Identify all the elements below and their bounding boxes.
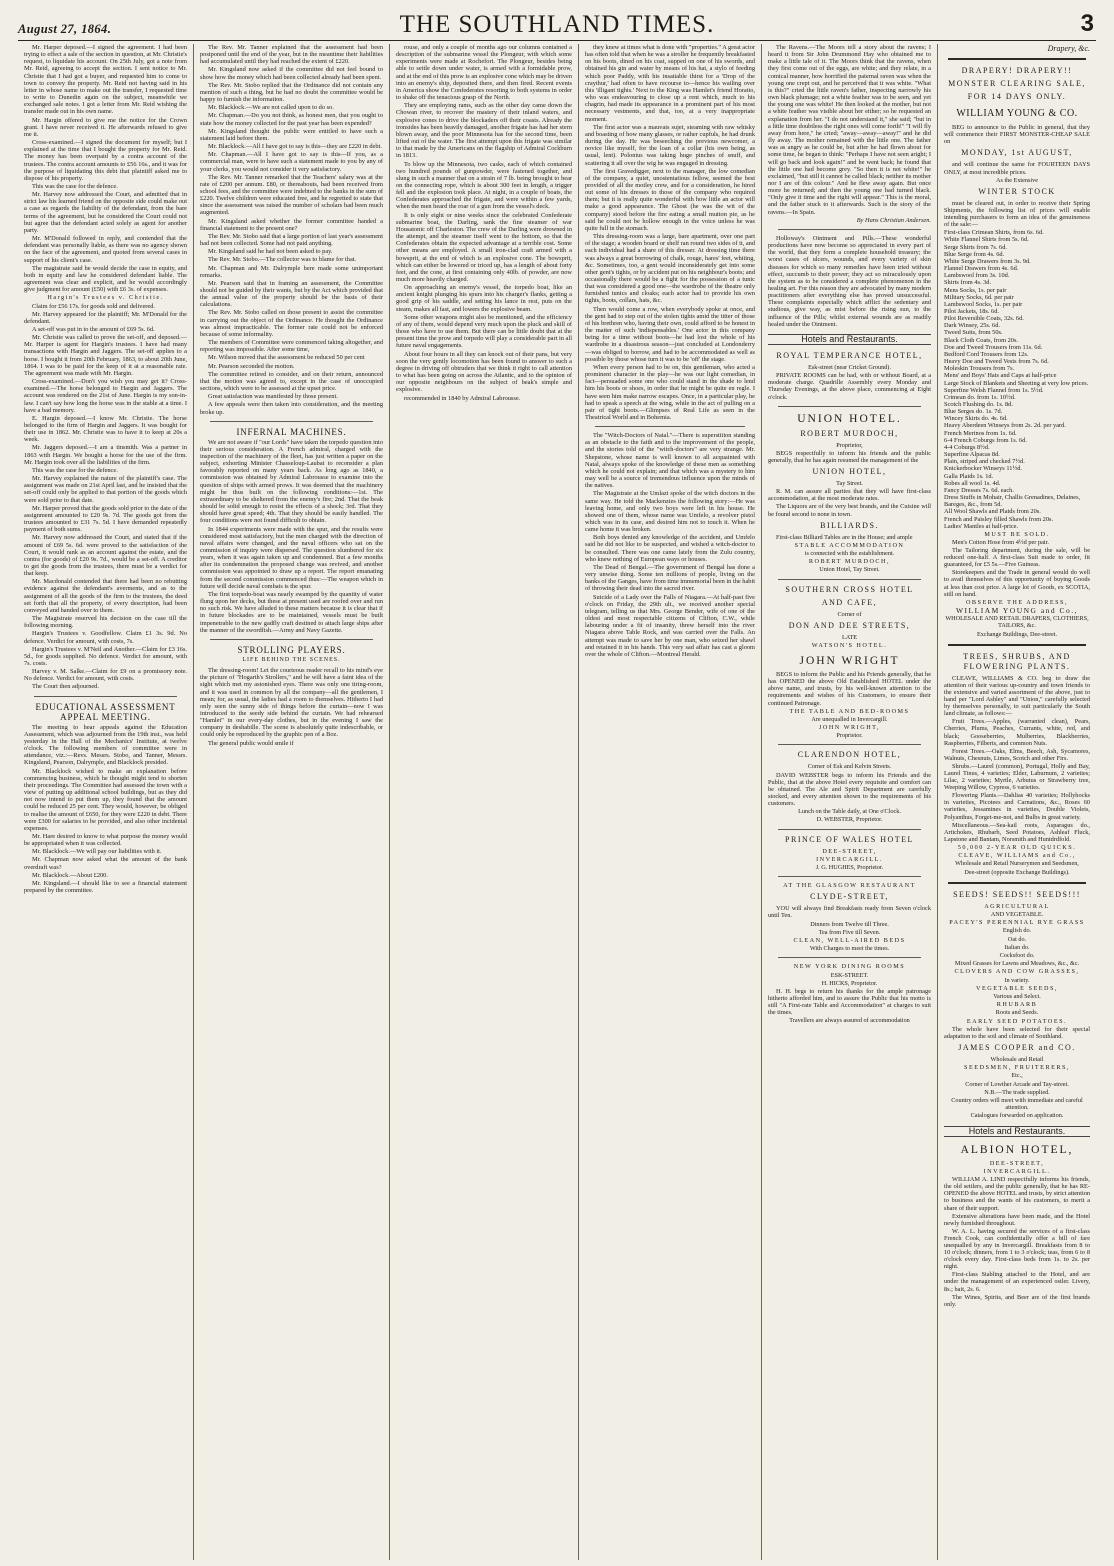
ad-title: AT THE GLASGOW RESTAURANT	[783, 882, 916, 890]
article-heading: EDUCATIONAL ASSESSMENT APPEAL MEETING.	[35, 701, 176, 722]
paragraph: We are not aware if "our Lords" have taken the torpedo question into their serious consideration. A French admiral, charged with the inspection of the machinery of the fleet, has just written a paper on the subject, exhorting Minister Chasseloup-Laubat to reconsider a plan favorably reported on many years back. As long ago as 1840, a commission was obtained by Admiral Labrousse to examine into the question of ships with armed prows. It was deemed that the machinery might be thus built on the following conditions:—1st. The extraordinary to be sheltered from the enemy's fire; 2nd. That the beak should be solid enough to resist the effects of a shock; 3rd. That they should have great speed; 4th. That they should be easily handled. The four conditions were not found difficult to obtain.	[200, 438, 383, 525]
paragraph: Mr. Kingsland.—I should like to see a financial statement prepared by the committee.	[24, 879, 187, 895]
paragraph: The Court then adjourned.	[32, 683, 99, 691]
price-item: Flannel Drawers from 4s. 6d.	[944, 265, 1019, 273]
ad-signature: J. G. HUGHES, Proprietor.	[815, 863, 884, 871]
divider	[948, 882, 1086, 884]
paragraph: Claim for £56 17s. for goods sold and delivered.	[32, 302, 155, 310]
paragraph: Mr. Pearson seconded the motion.	[208, 362, 295, 370]
paragraph: Mr. Kingsland thought the public were entitled to have such a statement laid before them.	[200, 127, 383, 142]
ad-body: Forest Trees.—Oaks, Elms, Beech, Ash, Sycamores, Walnuts, Chesnuts, Limes, Scotch and other Firs.	[944, 747, 1090, 762]
ad-title: TREES, SHRUBS, AND FLOWERING PLANTS.	[963, 651, 1071, 671]
price-item: Knickerbocker Winseys 11½d.	[944, 465, 1022, 473]
newspaper-title: THE SOUTHLAND TIMES.	[399, 11, 715, 38]
paragraph: Mr. Harvey appeared for the plaintiff; Mr. M'Donald for the defendant.	[24, 310, 187, 325]
paragraph: Mr. Wilson moved that the assessment be reduced 50 per cent	[208, 354, 365, 362]
issue-date: August 27, 1864.	[18, 22, 112, 36]
paragraph: To blow up the Minnesota, two casks, each of which contained two hundred pounds of gunpowder, were fastened together, and slung in such a manner that on a strain of 7 lb. being brought to bear on the connecting rope, which is about 300 feet in length, a trigger fell and the explosion took place. At night, in a couple of boats, the Confederates approached the frigate, and were within a few yards, when the men heard the roar of a gun from the vessel's deck.	[396, 160, 572, 211]
column-2	[193, 44, 389, 1560]
ad-address: DEE-STREET,	[989, 1159, 1045, 1167]
price-item: Dark Winsey, 25s. 6d.	[944, 322, 1000, 330]
section-label: Drapery, &c.	[1047, 44, 1090, 53]
ad-seeds	[944, 890, 1090, 1120]
paragraph: This was the case for the defence.	[32, 466, 118, 474]
paragraph: The dressing-room! Let the courteous reader recall to his mind's eye the picture of "Hogarth's Strollers," and he will have a faint idea of the sight which met my astonished eyes. There was only one tiring-room, and it was used in common by all the company—all the gentlemen, I mean; for, as usual, the ladies had a room to themselves. Hitherto I had only seen the sunny side of things before the curtain—now I was introduced to the seedy side behind the curtain. We had rehearsed "Hamlet" in our every-day clothes, but in the evening I saw the company in deshabille. The scene is absolutely quite indescribable, or could only be reproduced by the graphic pen of a Boz.	[200, 667, 383, 739]
paragraph: The first actor was a mauvais sujet, steaming with raw whisky and boasting of how many glasses, or rather cupfuls, he had drunk during the day. He was beseeching the previous newcomer, a novice like myself, for the loan of a collar (his own being, as usual, lent). Polonius was taking huge pinches of snuff, and scattering it all over the wig he was engaged in dressing.	[585, 123, 755, 167]
paragraph: When every person had to be on, this gentleman, who acted a prominent character in the play—he was our light comedian, in fact—persuaded some one who could stand in the shade to lend him his boots or shoes, in order that he might be quite en regle. I have seen him make narrow escapes. Once, in a particular play, he had to speak a speech at the wing, while in the act of pulling on a pair of tight boots.—Glimpses of Real Life as seen in the Theatrical World and in Bohemia.	[585, 363, 755, 421]
ad-signature: H. HICKS, Proprietor.	[821, 979, 878, 987]
ad-text: Tea from Five till Seven.	[818, 928, 881, 936]
divider	[778, 579, 921, 580]
ad-text: Oat do.	[1007, 935, 1027, 943]
page-number: 3	[1080, 10, 1094, 37]
ad-text: Mixed Grasses for Lawns and Meadows, &c., &c.	[954, 960, 1080, 968]
ad-body: Men's Cotton Hose from 4½d per pair.	[952, 539, 1049, 547]
price-item: 6-4 French Coburgs from 1s. 6d.	[944, 436, 1027, 444]
ad-trees-shrubs	[944, 652, 1090, 876]
price-item: Bedford Cord Trousers from 12s.	[944, 350, 1029, 358]
ad-text: As the Extensive	[996, 176, 1038, 184]
paragraph: Cross-examined.—I signed the document for myself; but I explained at the time that I bought the property for Mr. Reid. The money has been overpaid by a contra account of the trustees. The contra account amounts to £56 16s., and it was for the purpose of liquidating this debt that plaintiff asked me to dispose of his property.	[24, 139, 187, 182]
ad-body: and will continue the same for FOURTEEN DAYS ONLY, at most incredible prices.	[944, 161, 1090, 176]
paragraph: Both boys denied any knowledge of the accident, and Umfelo said he did not like to be suspected, and wished a witch-doctor to be consulted. There was one came lately from the Zulu country, who knew nothing of European ways or houses.	[585, 534, 755, 563]
column-4	[578, 44, 761, 1560]
ad-subtitle: MUST BE SOLD.	[984, 530, 1050, 538]
ad-body: Miscellaneous.—Sea-kail roots, Asparagus do., Artichokes, Rhubarb, Seed Potatoes, Ashleaf Fluck, Lapstone and Bantam, Norsmith and Huntdrdfold.	[944, 821, 1090, 843]
ad-address: DEE-STREET,	[822, 847, 877, 855]
ad-body: BEGS respectfully to inform his friends and the public generally, that he has again resumed the management of the	[768, 449, 931, 464]
paragraph: Mr. Blacklock.—We will pay our liabilities with it.	[32, 848, 162, 856]
ad-body: WILLIAM A. LIND respectfully informs his friends, the old settlers, and the public generally, that he has RE-OPENED the above HOTEL and trusts, by strict attention to business and the wants of his customers, to merit a share of their support.	[944, 1176, 1090, 1212]
paragraph: The members of Committee were commenced taking altogether, and reporting was impossible. After some time,	[200, 339, 383, 354]
ad-royal-temperance-hotel	[768, 351, 931, 401]
paragraph: Mr. Chapman.—Do you not think, as honest men, that you ought to state how the money collected for the past year has been expended?	[200, 112, 383, 127]
section-heading: Hotels and Restaurants.	[768, 334, 931, 345]
ad-title: UNION HOTEL.	[797, 412, 902, 425]
paragraph: Hargin's Trustees v. Goodfellow. Claim £1 3s. 9d. No defence. Verdict for amount, with costs, 7s.	[24, 630, 187, 645]
paragraph: The Magistrate at the Umlazi spoke of the witch doctors in the same way. He told the Mackenzies the following story:—He was leaving home, and only two boys were left in his house. He showed one of them, whose name was Umfelo, a revolver pistol which was in its case, and desired him not to touch it. When he came home it was broken.	[585, 490, 755, 534]
price-item: Crimean do. from 1s. 10½d.	[944, 393, 1016, 401]
ad-text: N.B.—The trade supplied.	[984, 1088, 1050, 1096]
paragraph: A few appeals were then taken into consideration, and the meeting broke up.	[200, 401, 383, 416]
paragraph: they knew at times what is done with "properties." A great actor has often told that when he was a stroller he frequently breakfasted on his boots, dined on his coat, supped on one of his swords, and obtained his gin and water by means of his hat, a stylo of feeding which poor Paddy, with his insatiable thirst for a 'Drop of the craythur,' had often to have recourse to—hence his wailing over this 'illigant tights.' Next to the King was Hamlet's friend Horatio, who was endeavouring to close up a rent which, much to his chagrin, had made its appearance in a prominent part of his most necessary vestments, and that, too, at a very inappropriate moment.	[585, 44, 755, 123]
article-heading: INFERNAL MACHINES.	[236, 426, 347, 437]
ad-proprietor: ROBERT MURDOCH,	[800, 428, 899, 438]
ad-subtitle: FOR 14 DAYS ONLY.	[967, 92, 1067, 102]
price-item: Ladies' Mantles at half-price.	[944, 522, 1019, 530]
ad-body: BEG to announce to the Public in general, that they will commence their FIRST MONSTER-CHEAP SALE on	[944, 124, 1090, 146]
ad-subtitle: AND VEGETABLE.	[990, 910, 1044, 918]
paragraph: Great satisfaction was manifested by those present.	[208, 393, 338, 401]
ad-title: DRAPERY! DRAPERY!!	[961, 66, 1073, 76]
ad-title: MONSTER CLEARING SALE,	[948, 79, 1086, 89]
ad-albion-hotel	[944, 1143, 1090, 1308]
price-item: Lambswool from 3s. 10d.	[944, 272, 1010, 280]
ad-title: JOHN WRIGHT	[799, 655, 900, 668]
paragraph: Some other weapons might also be mentioned, and the efficiency of any of them, would depend very much upon the pluck and skill of those who have to use them. But there can be little doubt that at the present time the prow and torpedo will play a considerable part in all future naval engagements.	[396, 313, 572, 350]
paragraph: The magistrate said he would decide the case in equity, and both in equity and law he considered defendant liable. The agreement was clear and explicit, and he would accordingly give judgment for amount (£50) with £6 3s. of expenses.	[24, 264, 187, 294]
paragraph: On approaching an enemy's vessel, the torpedo boat, like an ancient knight plunging his spurs into his charger's flanks, getting a good grip of his saddle, and setting his lance in rest, puts on the steam, makes all fast, and lowers the explosive beam.	[396, 284, 572, 313]
paragraph: It is only eight or nine weeks since the celebrated Confederate submarine boat, the Darling, sank the fine steamer of war Housatonic off Charleston. The crew of the Darling were drowned in the attempt, and the steamer itself went to the bottom, so that the Confederates obtain the expected advantage at a terrible cost. Some other means are employed. A small iron-clad craft armed with a bowsprit, at the end of which is an explosive cone. The bowsprit, which can either be lowered or triced up, has a length of about forty feet, and the cone, at first containing only 40lb. of powder, are now much more heavily charged.	[396, 211, 572, 283]
ad-title: JAMES COOPER and CO.	[958, 1042, 1076, 1052]
ad-address: Exchange Buildings, Dee-street.	[976, 630, 1058, 638]
ad-title: DON AND DEE STREETS,	[788, 620, 911, 630]
price-item: Serge Shirts from 7s. 6d.	[944, 243, 1007, 251]
price-item: White Serge Drawers from 3s. 9d.	[944, 257, 1031, 265]
price-item: Shirts from 4s. 3d.	[944, 279, 992, 287]
paragraph: Suicide of a Lady over the Falls of Niagara.—At half-past five o'clock on Friday, the 29th ult., we received another special telegram, telling us that Mrs. George Bender, wife of one of the oldest and most respectable citizens of Clifton, C.W., while labouring under a fit of insanity, threw herself into the river Niagara above Table Rock, and was carried over the Falls. An attempt was made to save her by one man, who seized her shawl and retained it in his hands. This very sad affair has cast a gloom over the whole of Clifton.—Montreal Herald.	[585, 593, 755, 658]
price-item: Scotch Flushing do. 1s. 8d.	[944, 401, 1013, 408]
price-item: 4-4 Coburgs 8½d.	[944, 443, 990, 451]
ad-text: Travellers are always assured of accommodation	[789, 1017, 910, 1025]
ad-title: SEEDS! SEEDS!! SEEDS!!!	[953, 889, 1081, 899]
paragraph: The Rev. Mr. Stobo replied that the Ordinance did not contain any mention of such a thing, but he had no doubt the committee would be happy to furnish the information.	[200, 81, 383, 104]
divider	[210, 421, 373, 422]
paragraph: Hargin's Trustees v. M'Neil and Another.—Claim for £3 16s. 5d., for goods supplied. No defence. Verdict for amount, with 7s. costs.	[24, 645, 187, 668]
ad-signature-title: Proprietor.	[836, 732, 863, 740]
ad-body: R. M. can assure all parties that they will have first-class accommodation, at the most moderate rates.	[768, 488, 931, 503]
price-item: Galla Plaids 1s. 1d.	[944, 472, 994, 480]
ad-clarendon-hotel	[768, 750, 931, 823]
ad-body: PRIVATE ROOMS can be had, with or without Board, at a moderate charge. Quadrille Assembly every Monday and Thursday Evenings, at the above place, commencing at Eight o'clock.	[768, 372, 931, 401]
paragraph: Mr. Blacklock.—All I have got to say is this—they are £220 in debt.	[208, 143, 382, 151]
ad-body: Flowering Plants.—Dahlias 40 varieties; Hollyhocks in varieties, Picotees and Carnations, &c., Roses 60 varieties, Jessamines in varieties, Double Violets, Polyanthus, Forget-me-not, and Bulbs in great variety.	[944, 792, 1090, 821]
price-item: White Flannel Shirts from 5s. 6d.	[944, 236, 1029, 244]
ad-text: English do.	[1002, 927, 1032, 935]
paragraph: Mr. Harvey now addressed the Court, and admitted that in strict law his learned friend on the opposite side could make out a case as regards the liability of the defendant, from the bare terms of the agreement, but he considered the Court could not but agree that the defendant acted solely as agent for another party.	[24, 191, 187, 234]
ad-text: Wholesale and Retail	[990, 1055, 1044, 1063]
paragraph: Cross-examined.—Don't you wish you may get it? Cross-examined.—The horse belonged to Hargin and Jaggers. The account was rendered on the 21st of June. Hargin is my son-in-law. I can't say how long the horse was in the stable at a time. I have a bad memory.	[24, 378, 187, 414]
ad-address: Tay Street.	[836, 480, 863, 488]
ad-text: SEEDSMEN, FRUITERERS,	[964, 1064, 1070, 1072]
ad-subtitle: WINTER STOCK	[978, 186, 1056, 196]
ad-signature: WILLIAM YOUNG and Co.,	[955, 605, 1079, 615]
paragraph: The Rev. Mr. Stobo.—The collector was to blame for that.	[208, 256, 357, 264]
price-item: Wincey Skirts do. 4s. 6d.	[944, 415, 1008, 423]
paragraph: Mr. Chapman.—All I have got to say is this—If you, as a commercial man, were to have such a statement made to you by any of your clerks, you would not consider it very satisfactory.	[200, 151, 383, 173]
paragraph: Mr. Harvey now addressed the Court, and stated that if the amount of £69 5s. 6d. were proved to the satisfaction of the Court, it would rank as an account against the estate, and the contra (for goods) of £20 9s. 7d., would be a set-off. A creditor to get the goods from the trustees, there must be a verdict for that keep.	[24, 534, 187, 578]
price-item: First-class Crimean Shirts, from 6s. 6d.	[944, 229, 1044, 237]
ad-text: OBSERVE THE ADDRESS,	[965, 598, 1069, 606]
ad-text: LATE	[841, 633, 858, 641]
byline: By Hans Christian Andersen.	[856, 216, 931, 224]
ad-subtitle: CLEAN, WELL-AIRED BEDS	[793, 936, 906, 944]
ad-prince-of-wales-hotel	[768, 835, 931, 872]
ad-body: The Wines, Spirits, and Beer are of the first brands only.	[944, 1293, 1090, 1308]
masthead	[18, 10, 1096, 41]
ad-text: Dinners from Twelve till Three.	[810, 920, 889, 928]
price-item: Military Socks, 6d. per pair	[944, 293, 1014, 301]
ad-address: Corner of Esk and Kelvin Streets.	[807, 763, 892, 771]
divider	[595, 426, 745, 427]
ad-subtitle: RHUBARB	[996, 1001, 1038, 1009]
ad-body: YOU will always find Breakfasts ready from Seven o'clock until Ten.	[768, 905, 931, 920]
divider	[210, 639, 373, 640]
ad-body: Fruit Trees.—Apples, (warranted clean), Pears, Cherries, Plums, Peaches, Currants, white, red, and black; Gooseberries, Mulberries, Blackberries, Raspberries, Filberts, and common Nuts.	[944, 718, 1090, 747]
divider	[778, 829, 921, 830]
ad-title: SOUTHERN CROSS HOTEL	[785, 584, 914, 594]
section-heading: Hotels and Restaurants.	[944, 1126, 1090, 1137]
paragraph: Mr. Harper deposed.—I signed the agreement. I had been trying to effect a sale of the section in question, at Mr. Christie's request, to liquidate his account. On 25th July, got a note from Mr. Reid, agreeing to accept the section. I sent notice to Mr. Christie that I had got a buyer, and requested him to come to town to convey the property. Mr. Reid not having said in his letter in whose name to make out the transfer, I requested time to write to Dunedin again on the subject, meanwhile we exchanged sale notes. I got a letter from Mr. Reid wishing the transfer made out in his own name.	[24, 44, 187, 116]
paragraph: E. Hargin deposed.—I know Mr. Christie. The horse belonged to the firm of Hargin and Jaggers. It was bought for their use in 1862. Mr. Christie was to have it to keep at 20s a week.	[24, 414, 187, 444]
ad-subtitle: BILLIARDS.	[820, 520, 879, 530]
ad-title: NEW YORK DINING ROOMS	[793, 963, 906, 971]
paragraph: The general public would smile if	[208, 739, 294, 747]
ad-signature: ROBERT MURDOCH,	[808, 558, 891, 566]
ad-body: The whole have been selected for their special adaptation to the soil and climate of Southland.	[944, 1025, 1090, 1040]
paragraph: The Magistrate reserved his decision on the case till the following morning.	[24, 615, 187, 630]
ad-text: Cocksfoot do.	[999, 951, 1035, 959]
paragraph: A set-off was put in to the amount of £69 5s. 6d.	[32, 325, 155, 333]
case-title: Hargin's Trustees v. Christie.	[47, 294, 164, 302]
ad-text: Various and Select.	[993, 992, 1041, 1000]
paragraph: Mr. Hargin offered to give me the notice for the Crown grant. I have never received it. He afterwards refused to give me it.	[24, 116, 187, 138]
ad-signature: CLEAVE, WILLIAMS and Co.,	[958, 852, 1076, 860]
column-6	[937, 44, 1096, 1560]
price-item: Heavy Doe and Tweed Vests from 7s. 6d.	[944, 358, 1049, 366]
ad-text: Catalogues forwarded on application.	[970, 1112, 1064, 1120]
paragraph: This was the case for the defence.	[32, 182, 118, 190]
divider	[778, 876, 921, 877]
paragraph: Mr. Kingsland said he had not been asked to pay.	[208, 248, 333, 256]
ad-subtitle: EARLY SEED POTATOES.	[966, 1017, 1068, 1025]
paragraph: The first torpedo-boat was nearly swamped by the quantity of water flung upon her decks, but these at present used are roofed over and run no such risk. We have alluded to these matters because it is clear that if in future blockades are to be maintained, vessels must be built impenetrable to the new gadfly craft destined to attach large ships after the manner of the swordfish.—Army and Navy Gazette.	[200, 590, 383, 634]
ad-body: W. A. L. having secured the services of a first-class French Cook, can confidentially offer a bill of fare unequalled by any in Invercargill. Breakfasts from 8 to 10 o'clock; dinners, from 1 to 3 o'clock; teas, from 6 to 8 o'clock every day. First-class beds from 1s. to 2s. per night.	[944, 1227, 1090, 1271]
paragraph: The "Witch-Doctors of Natal."—There is superstition standing as an obstacle to the faith and to the improvement of the people, and the stories told of the "witch-doctors" are very strange. Mr. Shepstone, whose name is well known to all acquainted with Natal, always spoke of the knowledge of these men as something which he could not explain; and that which was a mystery to him may well be a source of tremendous influence upon the minds of the natives.	[585, 432, 755, 490]
divider	[778, 406, 921, 407]
divider	[778, 957, 921, 958]
price-item: Moleskin Trousers from 7s.	[944, 365, 1015, 373]
ad-subtitle: VEGETABLE SEEDS,	[976, 984, 1058, 992]
ad-proprietor-title: Proprietor,	[836, 441, 863, 449]
paragraph: Mr. Blacklock wished to make an explanation before commencing business, which he thought might tend to shorten their proceedings. The Committee had assessed the town with a view of putting up additional school buildings, but as they did not now intend to put them up, they found that the amount could be reduced 25 per cent. They would, however, be obliged to realise the amount of £650, for they were £220 in debt. There were £300 for salaries to be provided, and also other incidental expenses.	[24, 767, 187, 832]
ad-signature-title: WHOLESALE AND RETAIL DRAPERS, CLOTHIERS, TAILORS, &c.	[945, 615, 1089, 630]
ad-text: Corner of	[837, 610, 862, 618]
ad-signature: D. WEBSTER, Proprietor.	[816, 816, 883, 824]
ad-southern-cross-hotel	[768, 585, 931, 740]
paragraph: Mr. Macdonald contended that there had been no rebutting evidence against the defendant's averments, and as to the assignment of all the goods of the firm to the trustees, the deed set forth that all the property, of every description, had been conveyed and handed over to them.	[24, 578, 187, 614]
ad-glasgow-restaurant	[768, 882, 931, 952]
price-item: Pilot Reversible Coats, 32s. 6d.	[944, 315, 1024, 323]
ad-subtitle: THE TABLE AND BED-ROOMS	[789, 707, 910, 715]
ad-address: INVERCARGILL.	[816, 855, 883, 863]
article-heading: STROLLING PLAYERS.	[237, 644, 346, 655]
paragraph: Mr. Hare desired to know to what purpose the money would be appropriated when it was collected.	[24, 832, 187, 848]
ad-address: INVERCARGILL.	[983, 1167, 1051, 1175]
ad-address: Esk-street (near Cricket Ground).	[808, 364, 891, 372]
price-item: Blue Serge from 4s. 6d.	[944, 250, 1005, 258]
ad-body: First-class Billiard Tables are in the House; and ample	[776, 533, 913, 541]
paragraph: Mr. Pearson said that in framing an assessment, the Committee should not be guided by their wants, but by the Act which provided that the annual value of the property should be the basis of their calculations.	[200, 279, 383, 309]
ad-address: Corner of Lowther Arcade and Tay-street.	[965, 1080, 1069, 1088]
paragraph: Holloway's Ointment and Pills.—These wonderful productions have now become so appreciated in every part of the world, that they form a complete household treasury; the worst cases of ulcers, wounds, and every variety of skin diseases for which so many remedies have been tried without effect, succumb to their power; they act so miraculously upon the system as to be considered a complete phenomenon in the healing art. For this reason they are advocated by many modern practitioners after everything else has proved unsuccessful. These complaints especially which afflict the sedentary and studious, give way, as mist before the rising sun, to the influence of the Pills; whilst external wounds are as readily healed under the Ointment.	[768, 234, 931, 328]
divider	[34, 696, 177, 697]
ad-subtitle: CLOVERS AND COW GRASSES,	[954, 968, 1080, 976]
ad-title: CLARENDON HOTEL,	[797, 750, 902, 760]
paragraph: rouse, and only a couple of months ago our columns contained a description of the submarine vessel the Plongeur, with which some experiments were made at Rochefort. The Plongeur, besides being able to settle down under water, is armed with a formidable prow, and at the end of this prow is an explosive cone which may be driven into an enemy's ship, deposited there, and then fired. Recent events in America show the Confederates resorting to both systems in order to shake off the tenacious grasp of the North.	[396, 44, 572, 102]
paragraph: The Rev. Mr. Tanner explained that the assessment had been postponed until the end of the year, but in the meantime their liabilities had accumulated until they had reached the extent of £220.	[200, 44, 383, 66]
column-1	[18, 44, 193, 1560]
paragraph: The Ravens.—The Moors tell a story about the ravens; I heard it from Sir John Drummond Hay who obtained me to make a little tale of it. The Moors think that the ravens, when they first come out of the eggs, are white; and they relate, in a comical manner, how horrified the paternal raven was when the young one crept out, and he perceived that it was white. "What is this?" cried the little raven's father, inspecting narrowly his own black plumage; not a white feather was to be seen, and yet the young one was white! He then looked at the mother, but not a white feather was visible about her either; so he requested an explanation from her. "I do not understand it," she said; "but in a little time doubtless the right ones will come forth!" "I will fly away from here," he cried; "away—away—away!" and he did fly away. The mother remained with the little one. The father was as angry as he could be, but after he had flown about for some time, he began to think: "Perhaps I have not seen aright; I will go back and look again!" and he went back; he found that the little one had become grey. "So then it is not white!" he exclaimed, "but still it cannot be called black; neither its mother nor I are of this colour." And he flew away again. But once more he returned; and then the young one had turned black. "Only give it time and the right will appear." This is the moral, and the father stuck to it afterwards. Such is the story of the ravens.—In Spain.	[768, 44, 931, 216]
ad-title: PRINCE OF WALES HOTEL	[785, 834, 914, 844]
price-item: Fancy Dresses 7s. 6d. each.	[944, 486, 1014, 494]
ad-subtitle: STABLE ACCOMMODATION	[794, 541, 905, 549]
price-item: Robes all wool 1s. 4d.	[944, 479, 1001, 487]
divider	[948, 644, 1086, 646]
ad-body: Extensive alterations have been made, and the Hotel newly furnished throughout.	[944, 1212, 1090, 1227]
paragraph: Mr. Harper proved that the goods sold prior to the date of the assignment amounted to £20 9s. 7d. The goods got from the trustees amounted to £31 7s. 5d. I have demanded repeatedly payment of both sums.	[24, 504, 187, 534]
column-5	[761, 44, 937, 1560]
price-item: Dress Stuffs in Mohair, Challis Grenadines, Delaines, Bareges, &c., from 5d.	[944, 494, 1081, 509]
ad-text: Etc.,	[1011, 1072, 1023, 1080]
ad-body: Shrubs.—Laurel (common), Portugal, Holly and Bay, Laurel Tinus, 4 varieties; Elder, Laburnum, 2 varieties; Lilac, 2 varieties; Myrtle, Arbutus or Strawberry tree, Weeping Willow, Cypress, 6 varieties.	[944, 762, 1090, 792]
ad-text: In variety.	[1004, 976, 1030, 984]
price-item: Large Stock of Blankets and Sheeting at very low prices.	[944, 379, 1089, 387]
paragraph: Mr. M'Donald followed in reply, and contended that the defendant was personally liable, as there was no agency shown on the face of the agreement, and quoted from several cases in support of his client's case.	[24, 235, 187, 264]
ad-signature: JOHN WRIGHT,	[818, 724, 881, 732]
column-3	[389, 44, 578, 1560]
paragraph: The meeting to hear appeals against the Education Assessment, which was adjourned from the 19th inst., was held yesterday in the Hall of the Mechanics' Institute, at twelve o'clock. The following members of committee were in attendance, viz.:—Revs. Messrs. Stobo, and Tanner, Messrs. Kingsland, Pearson, Dalrymple, and Blacklock presided.	[24, 723, 187, 767]
ad-body: CLEAVE, WILLIAMS & CO. beg to draw the attention of their various up-country and town friends to the extensive and varied assortment of the above, just to hand per "Lord Ashley" and "Union," carefully selected by themselves personally, to suit particularly the South land climate, as follows:—	[944, 674, 1090, 718]
price-item: All Wool Shawls and Plaids from 20s.	[944, 508, 1041, 516]
ad-body: The Tailoring department, during the sale, will be reduced one-half. A first-class Suit made to order, fit guaranteed, for £5 5s.—Five Guineas.	[944, 547, 1090, 569]
price-item: Lambswool Socks, 1s. per pair	[944, 300, 1023, 308]
ad-text: WATSON'S HOTEL.	[811, 641, 888, 649]
paragraph: The Rev. Mr. Stobo said that a large portion of last year's assessment had not been collected. Some had not paid anything.	[200, 232, 383, 248]
paragraph: Mr. Blacklock.—About £200.	[32, 871, 108, 879]
paragraph: Mr. Kingsland now asked if the committee did not feel bound to show how the money which had been collected already had been spent.	[200, 66, 383, 81]
ad-signature-address: Union Hotel, Tay Street.	[819, 566, 880, 574]
price-item: French and Paisley filled Shawls from 20s.	[944, 515, 1054, 523]
price-item: Black Cloth Coats, from 20s.	[944, 336, 1019, 344]
ad-body: is connected with the establishment.	[804, 549, 895, 557]
price-item: Blue Serges do. 1s. 7d.	[944, 408, 1003, 416]
ad-address: Dee-street (opposite Exchange Buildings).	[964, 868, 1070, 876]
price-item: Mens' and Boys' Hats and Caps at half-price	[944, 372, 1057, 380]
columns	[18, 44, 1096, 1560]
ad-text: Are unequalled in Invercargill.	[811, 715, 888, 723]
price-item: Heavy Aberdeen Winseys from 2s. 2d. per yard.	[944, 422, 1066, 430]
ad-text: Roots and Seeds.	[995, 1009, 1039, 1017]
paragraph: About four hours in all they can knock out of their pans, but very soon the very gently locomotion has been found to answer to such a degree in driving off obtruders that we think it right to call attention to what has been going on across the Atlantic, and to the opinion of our opposite neighbours on the subject of beak's simple and explosive.	[396, 350, 572, 394]
ad-body: Storekeepers and the Trade in general would do well to avail themselves of this opportunity of buying Goods at less than cost price. A large lot of Goods, ex SCOTIA, still on hand.	[944, 569, 1090, 598]
paragraph: In 1844 experiments were made with the spur, and the results were considered most satisfactory, but the men charged with the direction of naval affairs were changed, and the naval officers who sat on the commission of inquiry were dispersed. The question slumbered for six years, when it was again taken up and condemned. But a few months after its condemnation the proposed change was revived, and another commission was appointed to draw up a report. The report emanating from the second commission commenced thus:—The weapon which in future will decide naval combats is the spur.	[200, 525, 383, 590]
ad-text: Country orders will meet with immediate and careful attention.	[951, 1097, 1083, 1112]
ad-title: WILLIAM YOUNG & CO.	[956, 108, 1078, 120]
court-report	[24, 44, 187, 293]
ad-text: Italian do.	[1004, 943, 1030, 951]
paragraph: Mr. Christie was called to prove the set-off, and deposed.—Mr. Harper is agent for Hargin's trustees. I have had many transactions with Hargin and Jaggers. The set-off applies to a horse. I bought it from 20th February, 1863, to about 20th June, 1864. I was to be paid for the keep of it at a reasonable rate. The agreement was made with Mr. Hargin.	[24, 334, 187, 377]
ad-body: BEGS to inform the Public and his Friends generally, that he has OPENED the above Old Established HOTEL under the above name, and trusts, by his well-known attention to the requirements and wishes of his Customers, to ensure their continued Patronage.	[768, 671, 931, 707]
paragraph: recommended in 1840 by Admiral Labrousse.	[404, 394, 521, 402]
paragraph: The Dead of Bengal.—The government of Bengal has done a very unwise thing. Some ten millions of people, living on the banks of the Ganges, have from time immemorial been in the habit of throwing their dead into the sacred river.	[585, 563, 755, 593]
paragraph: Mr. Kingsland asked whether the former committee handed a financial statement to the present one?	[200, 217, 383, 232]
paragraph: Mr. Chapman now asked what the amount of the bank overdraft was?	[24, 856, 187, 871]
divider	[948, 58, 1086, 60]
price-item: French Merinos from 1s. 6d.	[944, 429, 1017, 437]
price-item: Superfine Welsh Flannel from 1s. 5½d.	[944, 386, 1044, 394]
paragraph: This dressing-room was a large, bare apartment, over one part of the stage; a wooden board or shelf ran round two sides of it, and each individual had a share of this dresser. At dressing time there was always a great borrowing of chalk, rouge, hares' feet, whiting, &c. Sometimes, too, a gent would inconsiderately get into some other gent's tights, or by accident put on his neighbour's boots; and occasionally there would be a fight for the possession of a tunic that was considered a good one—the wardrobe of the theatre only furnished tunics and cloaks; each actor had to provide his own tights, boots, collars, hats, &c.	[585, 233, 755, 305]
price-item: Tweed Suits, from 50s.	[944, 329, 1003, 337]
paragraph: Mr. Blacklock.—We are not called upon to do so.	[208, 104, 334, 112]
ad-signature-title: Wholesale and Retail Nurserymen and Seedsmen,	[955, 860, 1079, 868]
ad-subtitle: 50,000 2-YEAR OLD QUICKS.	[957, 843, 1077, 851]
ad-body: DAVID WEBSTER begs to inform his Friends and the Public, that at the above Hotel every requisite and comfort can be obtained. The Ale and Spirit Department are carefully stocked, and every attention shown to the requirements of his customers.	[768, 771, 931, 808]
paragraph: Mr. Chapman and Mr. Dalrymple here made some unimportant remarks.	[200, 264, 383, 279]
ad-new-york-dining-rooms	[768, 963, 931, 1024]
ad-title: ROYAL TEMPERANCE HOTEL,	[776, 351, 923, 361]
ad-body: The Liquors are of the very best brands, and the Cuisine will be found second to none in town.	[768, 503, 931, 518]
ad-subtitle: AGRICULTURAL	[984, 902, 1050, 910]
paragraph: The Rev. Mr. Stobo called on those present to assist the committee in carrying out the object of the Ordinance. He thought the Ordinance was almost impracticable. The former rate could not be enforced because of some informality.	[200, 309, 383, 338]
article-subheading: LIFE BEHIND THE SCENES.	[242, 656, 341, 663]
paragraph: The Rev. Mr. Tanner remarked that the Teachers' salary was at the rate of £200 per annum. £80, or thereabouts, had been received from school fees, and the committee were indebted to the banks in the sum of £220. Twelve children were educated free, and he regretted to state that since the assessment was raised the number of scholars had been much augmented.	[200, 173, 383, 217]
paragraph: The first Gravedigger, next to the manager, the low comedian of the company, a quiet, unostentatious fellow, seemed the best provided of all the motley crew, and for a consideration, he hired out some of his dresses to those of the company who required them; but it is really quite wonderful with how little an actor will make a good appearance. The Ghost (he was the wit of the company) stood before the fire eating a small mutton pie, as he said he could not be hollow enough in the voice unless he was quite full in the stomach.	[585, 167, 755, 232]
ad-address: ESK-STREET.	[830, 971, 869, 979]
price-list	[944, 229, 1090, 530]
paragraph: Then would come a row, when everybody spoke at once, and the gent had to step out of the stolen tights amid the titter of those of his brethren who, having their own, could afford to be honest in the matter of such 'indispensables.' One actor in this company being for a time without boots—he had lost the whole of his wardrobe in a disastrous season—just concluded at Londonderry—was obliged to borrow, and had to be accommodated as well as possible by those whose turn it was to be 'off' the stage.	[585, 305, 755, 363]
divider	[778, 229, 921, 230]
ad-title: UNION HOTEL,	[812, 467, 887, 477]
ad-title: AND CAFE,	[821, 597, 878, 607]
paragraph: Mr. Harvey explained the nature of the plaintiff's case. The assignment was made on 21st April last, and he insisted that the set-off could only be applied to that portion of the goods which were sold prior to that date.	[24, 475, 187, 504]
ad-subtitle: PACEY'S PERENNIAL RYE GRASS	[949, 919, 1085, 927]
ad-text: With Charges to meet the times.	[809, 945, 890, 953]
paragraph: They are employing rams, such as the other day came down the Chowan river, to recover the mastery of their inland waters, and explosive cones to drive the blockaders off their coasts. Already the ironsides has been heavily damaged, another frigate has had her stern blown away, and the poor Minnesota has for the second time, been lifted out of the water. The first attempt upon this frigate was similar to that made by the Americans on the flagship of Admiral Cockburn in 1813.	[396, 102, 572, 160]
price-item: Doe and Tweed Trousers from 11s. 6d.	[944, 343, 1043, 351]
ad-text: Lunch on the Table daily, at One o'Clock.	[798, 808, 901, 816]
price-item: Pilot Jackets, 18s. 6d.	[944, 307, 999, 315]
divider	[778, 744, 921, 745]
ad-body: H. H. begs to return his thanks for the ample patronage hitherto afforded him, and to assure the Public that his motto is still "A First-rate Table and Accommodation" at charges to suit the times.	[768, 987, 931, 1017]
ad-union-hotel	[768, 412, 931, 574]
ad-address: CLYDE-STREET,	[810, 892, 889, 902]
price-item: Superfine Alpacas 8d.	[944, 451, 1000, 459]
price-item: Plain, striped and checked 7½d.	[944, 458, 1025, 466]
price-item: Mens Socks, 1s. per pair	[944, 286, 1007, 294]
ad-body: must be cleared out, in order to receive their Spring Shipments, the following list of prices will enable intending purchasers to form an idea of the genuineness of the sale:—	[944, 199, 1090, 229]
paragraph: Harvey v. M. Salke.—Claim for £9 on a promissory note. No defence. Verdict for amount, with costs.	[24, 668, 187, 683]
ad-title: ALBION HOTEL,	[960, 1143, 1074, 1156]
ad-date: MONDAY, 1st AUGUST,	[961, 148, 1073, 158]
ad-drapery	[944, 66, 1090, 638]
paragraph: The committee retired to consider, and on their return, announced that the motion was agreed to, except in the case of unoccupied sections, which were to be assessed at the upset price.	[200, 370, 383, 393]
ad-body: First-class Stabling attached to the Hotel, and are under the management of an experienced ostler. Livery, 8s.; bait, 2s. 6.	[944, 1271, 1090, 1293]
paragraph: Mr. Jaggers deposed.—I am a tinsmith. Was a partner in 1863 with Hargin. We bought a horse for the use of the firm. Mr. Hargin took over all the liabilities of the firm.	[24, 444, 187, 466]
